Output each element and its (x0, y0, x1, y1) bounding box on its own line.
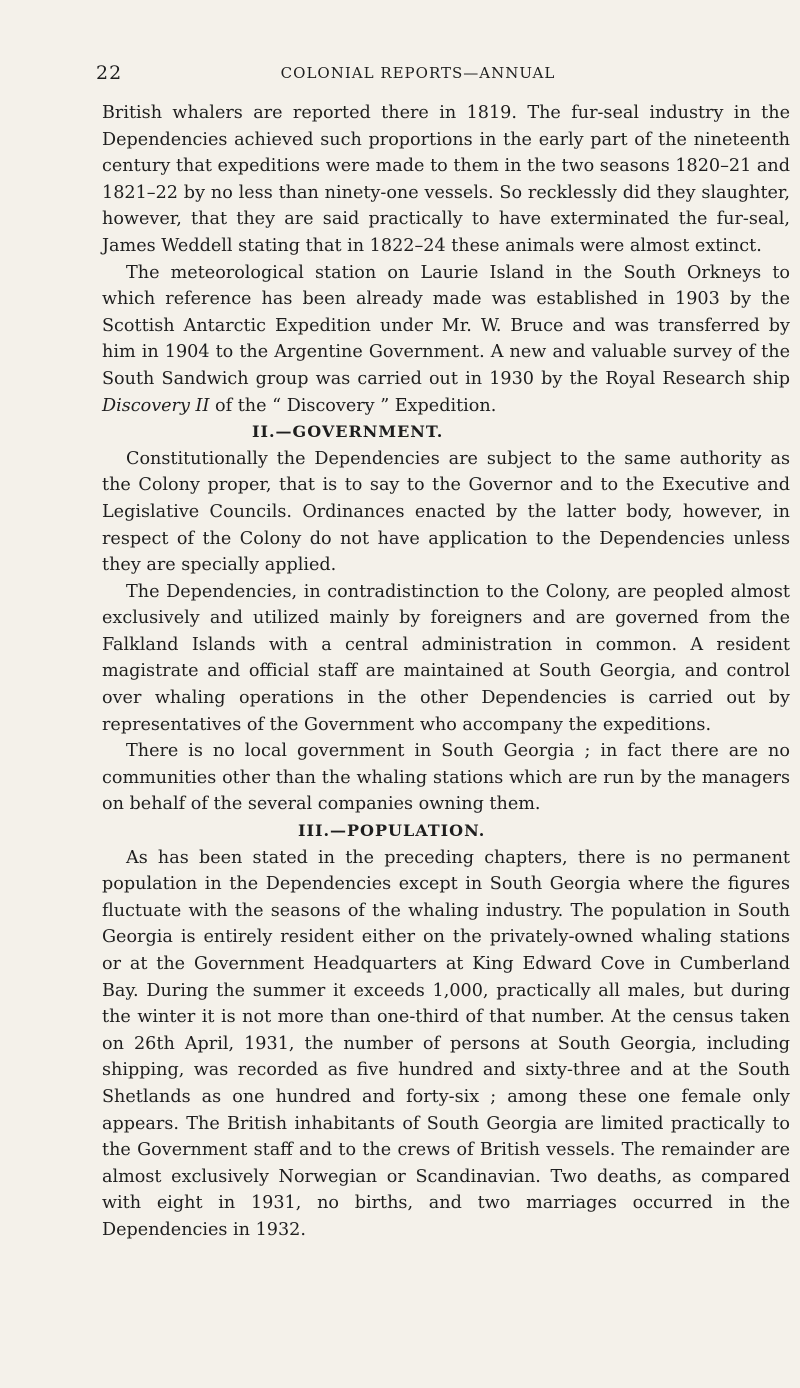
station-text-before: The meteorological station on Laurie Island in the South Orkneys to which reference has been already made was established in 1903 by the Scottish Antarctic Expedition under Mr. W. Bruce and was transferred by him in 1904 to the Argentine Government. A new and valuable survey of the South Sandwich group was carried out in 1930 by the Royal Research ship (102, 262, 790, 389)
running-title: COLONIAL REPORTS—ANNUAL (280, 64, 556, 82)
government-paragraph-2: The Dependencies, in contradistinction to the Colony, are peopled almost exclusively and utilized mainly by foreigners and are governed from the Falkland Islands with a central administration in common. A resident magistrate and official staff are maintained at South Georgia, and control over whaling operations in the other Dependencies is carried out by representatives of the Government who accompany the expeditions. (102, 581, 790, 735)
ship-name: Discovery II (102, 395, 210, 416)
population-paragraph-1: As has been stated in the preceding chapters, there is no permanent population in the Dependencies except in South Georgia where the figures fluctuate with the seasons of the whaling industry. The population in South Georgia is entirely resident either on the privately-owned whaling stations or at the Government Headquarters at King Edward Cove in Cumberland Bay. During the summer it exceeds 1,000, practically all males, but during the winter it is not more than one-third of that number. At the census taken on 26th April, 1931, the number of persons at South Georgia, including shipping, was recorded as five hundred and sixty-three and at the South Shetlands as one hundred and forty-six ; among these one female only appears. The British inhabitants of South Georgia are limited practically to the Government staff and to the crews of British vessels. The remainder are almost exclusively Norwegian or Scandinavian. Two deaths, as compared with eight in 1931, no births, and two marriages occurred in the Dependencies in 1932. (102, 847, 790, 1240)
government-paragraph-1: Constitutionally the Dependencies are subject to the same authority as the Colony proper, that is to say to the Governor and to the Executive and Legislative Councils. Ordinances enacted by the latter body, however, in respect of the Colony do not have application to the Dependencies unless they are specially applied. (102, 448, 790, 576)
page-number: 22 (96, 62, 123, 84)
population-heading: III.—POPULATION. (298, 821, 486, 841)
intro-paragraph: British whalers are reported there in 1819. The fur-seal industry in the Dependencies achieved such proportions in the early part of the nineteenth century that expeditions were made to them in the two seasons 1820–21 and 1821–22 by no less than ninety-one vessels. So recklessly did they slaughter, however, that they are said practically to have exterminated the fur-seal, James Weddell stating that in 1822–24 these animals were almost extinct. (102, 103, 790, 256)
station-paragraph (102, 260, 790, 420)
government-paragraph-3: There is no local government in South Georgia ; in fact there are no communities other than the whaling stations which are run by the managers on behalf of the several companies owning them. (102, 741, 790, 815)
running-head (96, 62, 740, 92)
station-text-after: of the “ Discovery ” Expedition. (209, 395, 497, 416)
government-heading: II.—GOVERNMENT. (252, 422, 444, 442)
body-text (102, 100, 790, 1244)
